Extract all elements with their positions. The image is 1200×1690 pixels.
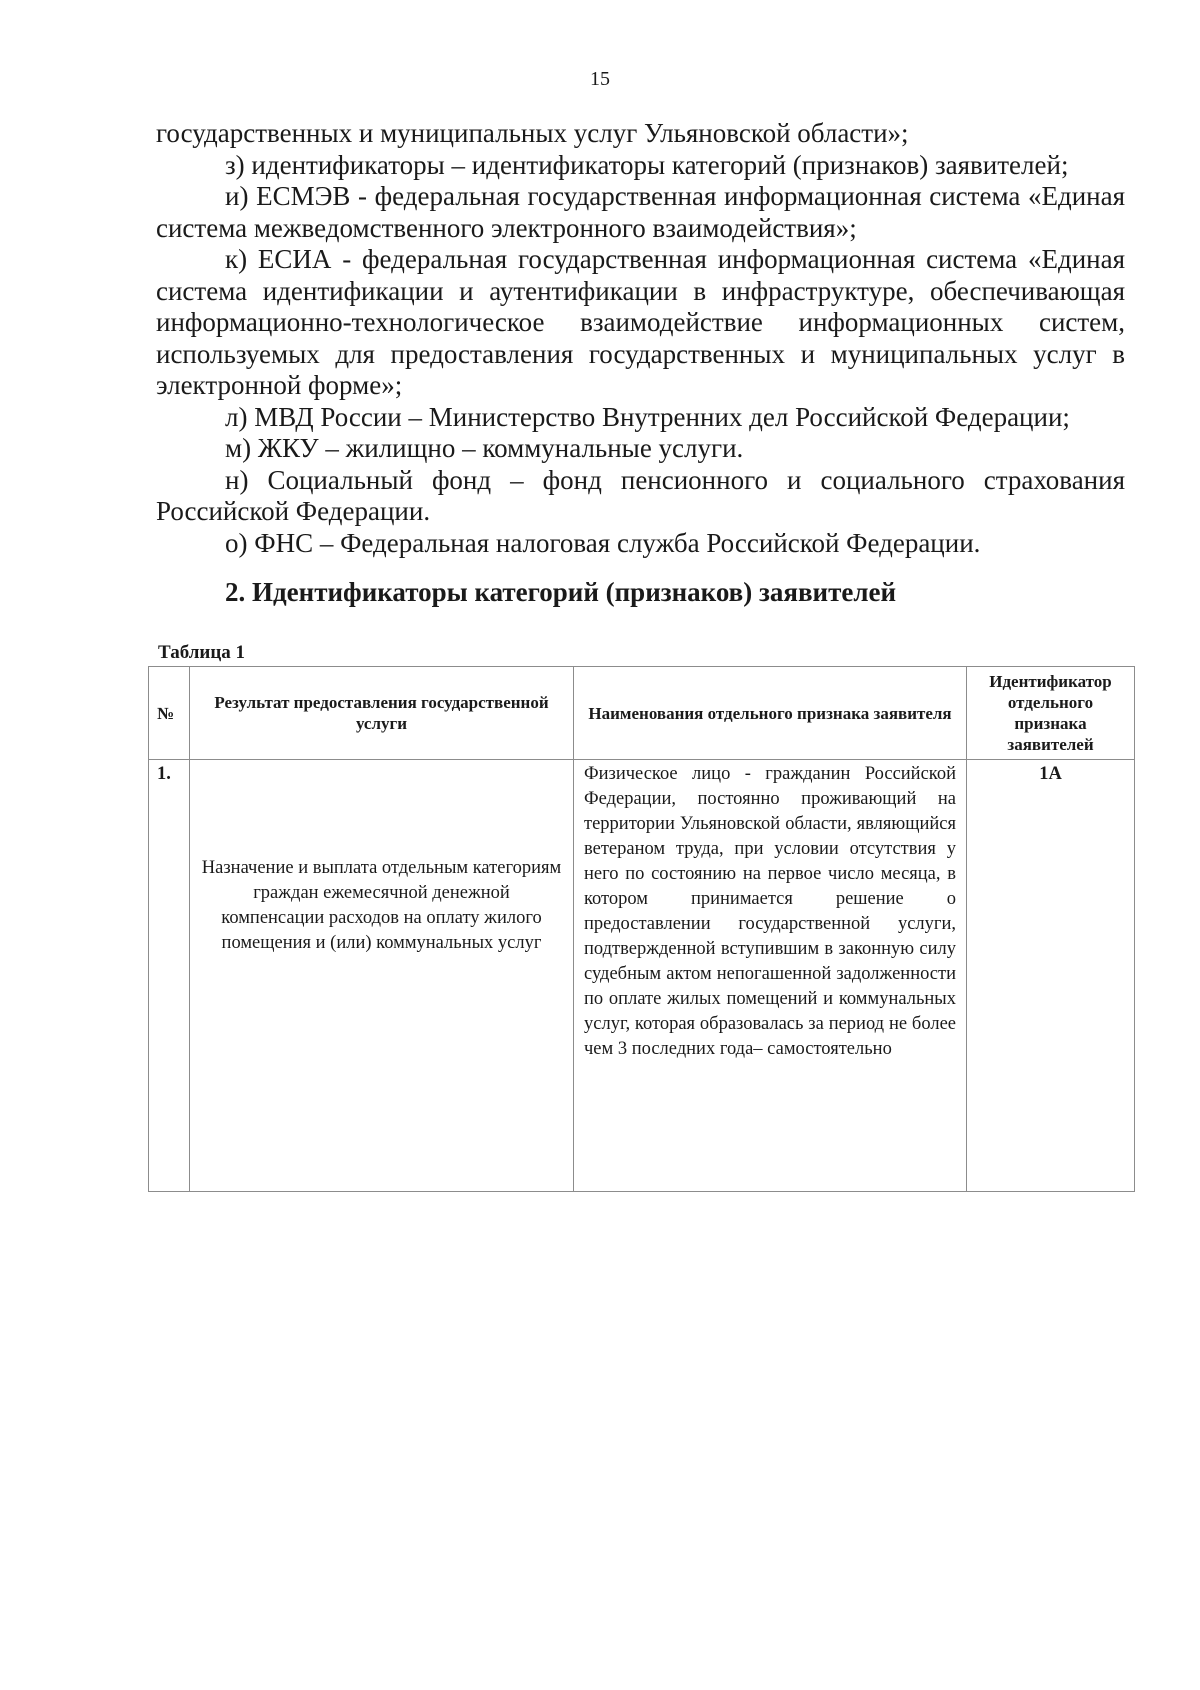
cell-number: 1. (149, 760, 190, 1192)
header-number: № (149, 667, 190, 760)
cell-criteria: Физическое лицо - гражданин Российской Федерации, постоянно проживающий на территории Ульяновской области, являющийся ветераном труда, при условии отсутствия у него по состоянию на первое число месяца, в котором принимается решение о предоставлении государственной услуги, подтвержденной вступившим в законную силу судебным актом непогашенной задолженности по оплате жилых помещений и коммунальных услуг, которая образовалась за период не более чем 3 последних года– самостоятельно (574, 760, 967, 1192)
paragraph-definition-m: м) ЖКУ – жилищно – коммунальные услуги. (225, 433, 744, 463)
table-row (149, 760, 1135, 1192)
cell-identifier: 1А (967, 760, 1135, 1192)
paragraph-definition-z: з) идентификаторы – идентификаторы категорий (признаков) заявителей; (225, 149, 1069, 180)
table-caption: Таблица 1 (158, 642, 246, 663)
header-criteria: Наименования отдельного признака заявителя (574, 667, 967, 760)
page-number: 15 (590, 68, 610, 90)
paragraph-definition-o: о) ФНС – Федеральная налоговая служба Российской Федерации. (225, 527, 981, 558)
identifiers-table (148, 666, 1135, 1192)
paragraph-definition-k: к) ЕСИА - федеральная государственная информационная система «Единая система идентификации и аутентификации в инфраструктуре, обеспечивающая информационно-технологическое взаимодействие информационных систем, используемых для предоставления государственных и муниципальных услуг в электронной форме»; (156, 244, 1125, 400)
header-identifier: Идентификатор отдельного признака заявителей (967, 667, 1135, 760)
paragraph-continuation: государственных и муниципальных услуг Ульяновской области»; (156, 118, 909, 148)
paragraph-definition-n: н) Социальный фонд – фонд пенсионного и социального страхования Российской Федерации. (156, 464, 1125, 526)
section-heading: 2. Идентификаторы категорий (признаков) заявителей (225, 577, 897, 607)
body-text (156, 118, 1125, 559)
cell-result: Назначение и выплата отдельным категориям граждан ежемесячной денежной компенсации расходов на оплату жилого помещения и (или) коммунальных услуг (190, 760, 574, 1192)
paragraph-definition-i: и) ЕСМЭВ - федеральная государственная информационная система «Единая система межведомственного электронного взаимодействия»; (156, 181, 1125, 243)
header-result: Результат предоставления государственной услуги (190, 667, 574, 760)
paragraph-definition-l: л) МВД России – Министерство Внутренних дел Российской Федерации; (225, 401, 1070, 432)
table-header-row (149, 667, 1135, 760)
